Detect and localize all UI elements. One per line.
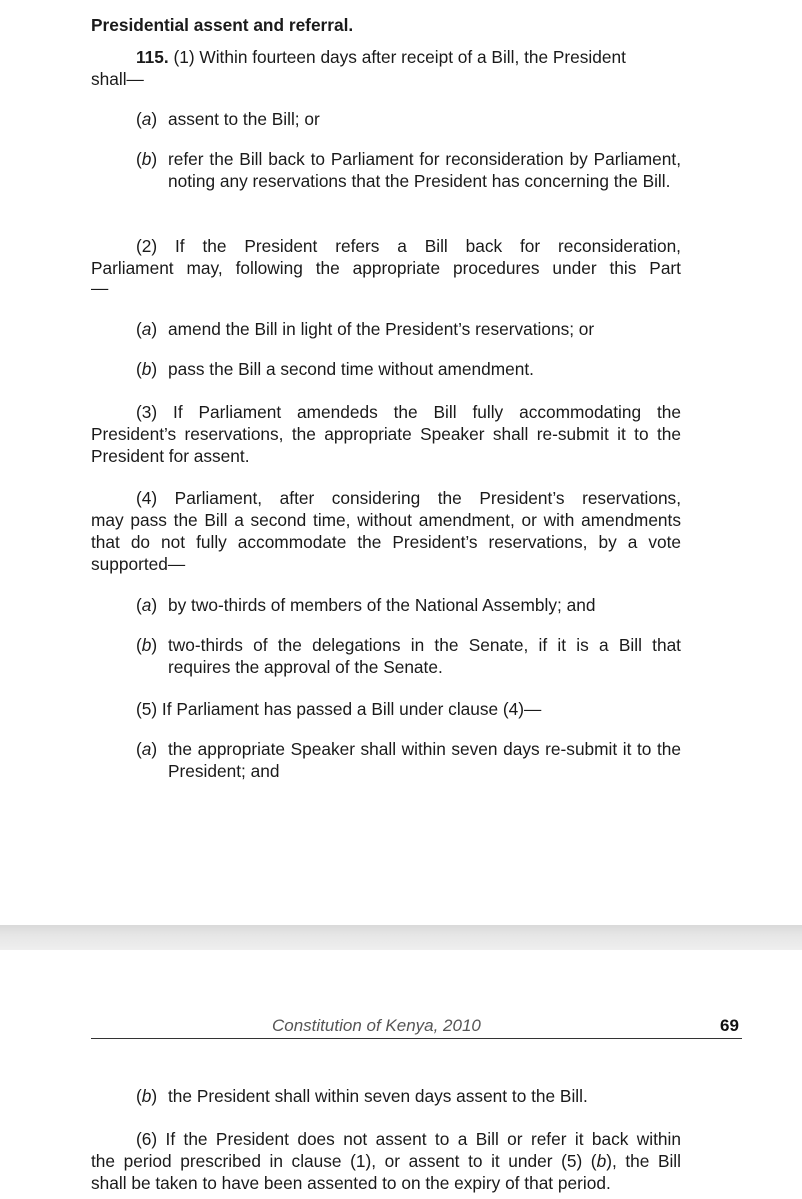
clause-2-b-label: (b) (136, 359, 158, 379)
clause-3-line-1: (3) If Parliament amendeds the Bill fully accommodating the (136, 402, 681, 422)
clause-4-b-text: two-thirds of the delegations in the Senate, if it is a Bill that requires the approval of the Senate. (168, 635, 681, 677)
clause-1-b-text: refer the Bill back to Parliament for reconsideration by Parliament, noting any reservations that the President has concerning the Bill. (168, 149, 681, 191)
clause-5-a-text: the appropriate Speaker shall within seven days re-submit it to the President; and (168, 739, 681, 781)
footer-rule (91, 1038, 742, 1039)
clause-5-b-text: the President shall within seven days assent to the Bill. (168, 1086, 588, 1106)
section-heading: Presidential assent and referral. (91, 15, 354, 35)
clause-6-line-1: (6) If the President does not assent to a Bill or refer it back within (136, 1129, 681, 1149)
clause-1-text: (1) Within fourteen days after receipt of a Bill, the President (168, 47, 626, 67)
section-number: 115. (136, 47, 169, 67)
clause-2-line-2: Parliament may, following the appropriate procedures under this Part (91, 258, 681, 278)
clause-1-first-line (136, 46, 626, 68)
clause-4-a-label: (a) (136, 595, 158, 615)
clause-4-a-text: by two-thirds of members of the National Assembly; and (168, 595, 596, 615)
clause-1-a-text: assent to the Bill; or (168, 109, 320, 129)
page-gap (0, 925, 802, 950)
clause-2-line-3: — (91, 278, 109, 298)
clause-2-a-label: (a) (136, 319, 158, 339)
clause-5-a-label: (a) (136, 739, 158, 759)
clause-6-line-3: shall be taken to have been assented to on the expiry of that period. (91, 1173, 611, 1193)
clause-4-b-label: (b) (136, 635, 158, 655)
clause-5-intro: (5) If Parliament has passed a Bill under clause (4)— (136, 699, 542, 719)
clause-1-b-label: (b) (136, 149, 158, 169)
clause-2-a-text: amend the Bill in light of the President’s reservations; or (168, 319, 595, 339)
clause-1-a-label: (a) (136, 109, 158, 129)
clause-5-b-label: (b) (136, 1086, 158, 1106)
clause-3-rest: President’s reservations, the appropriate Speaker shall re-submit it to the President for assent. (91, 424, 681, 466)
footer-page-number: 69 (720, 1016, 739, 1035)
clause-6-line-2: the period prescribed in clause (1), or assent to it under (5) (b), the Bill (91, 1151, 681, 1171)
footer-title: Constitution of Kenya, 2010 (272, 1016, 481, 1035)
clause-2-b-text: pass the Bill a second time without amendment. (168, 359, 534, 379)
clause-2-line-1: (2) If the President refers a Bill back for reconsideration, (136, 236, 681, 256)
clause-1-end: shall— (91, 69, 144, 89)
clause-4-line-1: (4) Parliament, after considering the President’s reservations, (136, 488, 681, 508)
clause-4-rest: may pass the Bill a second time, without amendment, or with amendments that do not fully accommodate the President’s reservations, by a vote supported— (91, 510, 681, 574)
